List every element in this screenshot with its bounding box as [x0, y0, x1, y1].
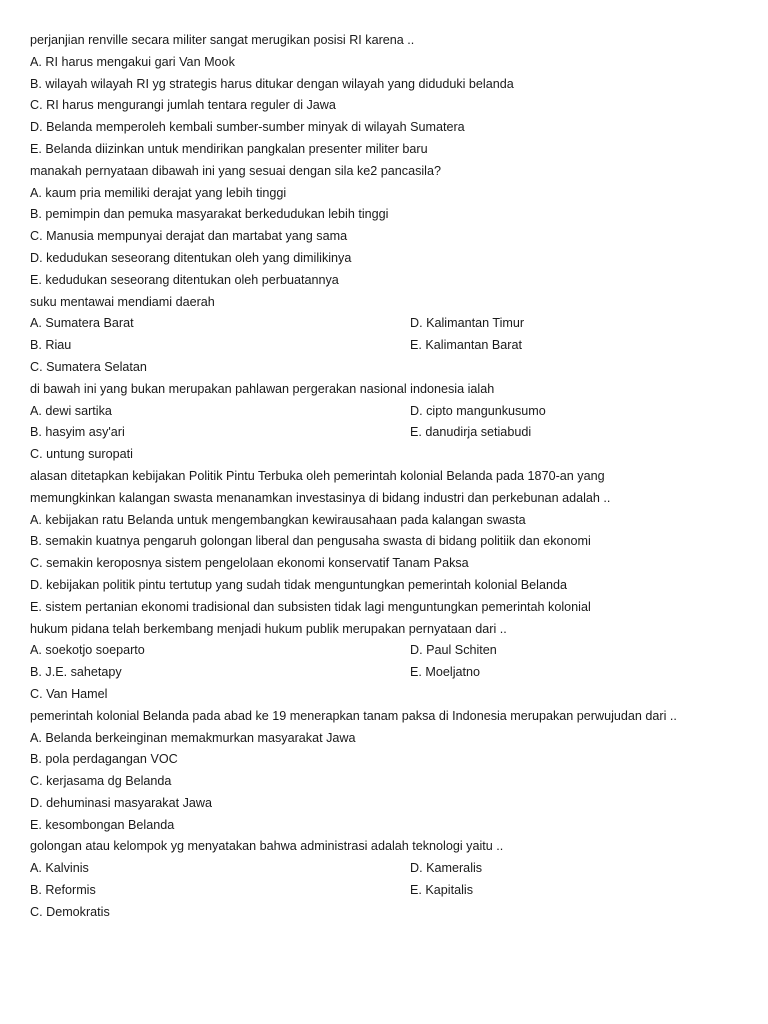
question-8-text: golongan atau kelompok yg menyatakan bahwa administrasi adalah teknologi yaitu .. — [30, 839, 504, 854]
question-6-option-c: C. Van Hamel — [30, 686, 108, 701]
question-4-options-row-1 — [30, 401, 755, 423]
question-6-option-b: B. J.E. sahetapy — [30, 665, 122, 680]
question-3-options-row-2 — [30, 335, 755, 357]
question-8-option-c: C. Demokratis — [30, 904, 110, 919]
question-5-option-b: B. semakin kuatnya pengaruh golongan liberal dan pengusaha swasta di bidang politiik dan ekonomi — [30, 534, 591, 549]
question-2-option-e: E. kedudukan seseorang ditentukan oleh perbuatannya — [30, 272, 339, 287]
question-6-option-e: E. Moeljatno — [410, 665, 481, 680]
question-5-option-e: E. sistem pertanian ekonomi tradisional dan subsisten tidak lagi menguntungkan pemerintah kolonial — [30, 599, 591, 614]
question-5-text-line-1: alasan ditetapkan kebijakan Politik Pintu Terbuka oleh pemerintah kolonial Belanda pada 1870-an yang — [30, 468, 605, 483]
question-4-option-b: B. hasyim asy'ari — [30, 425, 125, 440]
question-7-option-a: A. Belanda berkeinginan memakmurkan masyarakat Jawa — [30, 730, 356, 745]
question-3-options-row-3 — [30, 357, 755, 379]
question-5-text-line-2: memungkinkan kalangan swasta menanamkan investasinya di bidang industri dan perkebunan adalah .. — [30, 490, 611, 505]
question-2-option-b: B. pemimpin dan pemuka masyarakat berkedudukan lebih tinggi — [30, 207, 389, 222]
question-7-option-c: C. kerjasama dg Belanda — [30, 774, 172, 789]
question-4-option-d: D. cipto mangunkusumo — [410, 403, 546, 418]
question-3-option-c: C. Sumatera Selatan — [30, 359, 147, 374]
question-6-options-row-1 — [30, 640, 755, 662]
question-7-option-e: E. kesombongan Belanda — [30, 817, 175, 832]
question-2-option-c: C. Manusia mempunyai derajat dan martabat yang sama — [30, 229, 348, 244]
question-2-option-d: D. kedudukan seseorang ditentukan oleh yang dimilikinya — [30, 250, 352, 265]
question-8-options-row-2 — [30, 880, 755, 902]
question-8-option-d: D. Kameralis — [410, 861, 483, 876]
question-5-option-c: C. semakin keroposnya sistem pengelolaan ekonomi konservatif Tanam Paksa — [30, 556, 469, 571]
question-3-option-d: D. Kalimantan Timur — [410, 316, 525, 331]
question-4-option-e: E. danudirja setiabudi — [410, 425, 532, 440]
question-3-text: suku mentawai mendiami daerah — [30, 294, 215, 309]
question-1-option-c: C. RI harus mengurangi jumlah tentara reguler di Jawa — [30, 98, 336, 113]
question-7-text: pemerintah kolonial Belanda pada abad ke 19 menerapkan tanam paksa di Indonesia merupakan perwujudan dari .. — [30, 708, 677, 723]
question-6-option-d: D. Paul Schiten — [410, 643, 497, 658]
question-4-option-c: C. untung suropati — [30, 447, 133, 462]
question-2-option-a: A. kaum pria memiliki derajat yang lebih tinggi — [30, 185, 287, 200]
question-8-option-e: E. Kapitalis — [410, 883, 473, 898]
question-6-options-row-2 — [30, 662, 755, 684]
question-6-text: hukum pidana telah berkembang menjadi hukum publik merupakan pernyataan dari .. — [30, 621, 507, 636]
question-4-option-a: A. dewi sartika — [30, 403, 112, 418]
question-3-options-row-1 — [30, 313, 755, 335]
question-1-option-a: A. RI harus mengakui gari Van Mook — [30, 54, 235, 69]
question-1-option-b: B. wilayah wilayah RI yg strategis harus ditukar dengan wilayah yang diduduki belanda — [30, 76, 514, 91]
question-4-options-row-2 — [30, 422, 755, 444]
question-6-option-a: A. soekotjo soeparto — [30, 643, 145, 658]
question-8-options-row-1 — [30, 858, 755, 880]
question-1-option-d: D. Belanda memperoleh kembali sumber-sumber minyak di wilayah Sumatera — [30, 120, 465, 135]
question-6-options-row-3 — [30, 684, 755, 706]
question-5-option-d: D. kebijakan politik pintu tertutup yang sudah tidak menguntungkan pemerintah kolonial Belanda — [30, 577, 567, 592]
question-7-option-d: D. dehuminasi masyarakat Jawa — [30, 795, 212, 810]
question-8-option-b: B. Reformis — [30, 883, 96, 898]
question-4-options-row-3 — [30, 444, 755, 466]
question-2-text: manakah pernyataan dibawah ini yang sesuai dengan sila ke2 pancasila? — [30, 163, 441, 178]
question-3-option-b: B. Riau — [30, 338, 72, 353]
question-1-option-e: E. Belanda diizinkan untuk mendirikan pangkalan presenter militer baru — [30, 141, 428, 156]
question-1-text: perjanjian renville secara militer sangat merugikan posisi RI karena .. — [30, 33, 415, 47]
question-3-option-e: E. Kalimantan Barat — [410, 338, 523, 353]
question-8-option-a: A. Kalvinis — [30, 861, 89, 876]
question-8-options-row-3 — [30, 902, 755, 924]
question-3-option-a: A. Sumatera Barat — [30, 316, 134, 331]
question-5-option-a: A. kebijakan ratu Belanda untuk mengembangkan kewirausahaan pada kalangan swasta — [30, 512, 526, 527]
question-7-option-b: B. pola perdagangan VOC — [30, 752, 178, 767]
document-page — [30, 30, 755, 924]
question-4-text: di bawah ini yang bukan merupakan pahlawan pergerakan nasional indonesia ialah — [30, 381, 495, 396]
